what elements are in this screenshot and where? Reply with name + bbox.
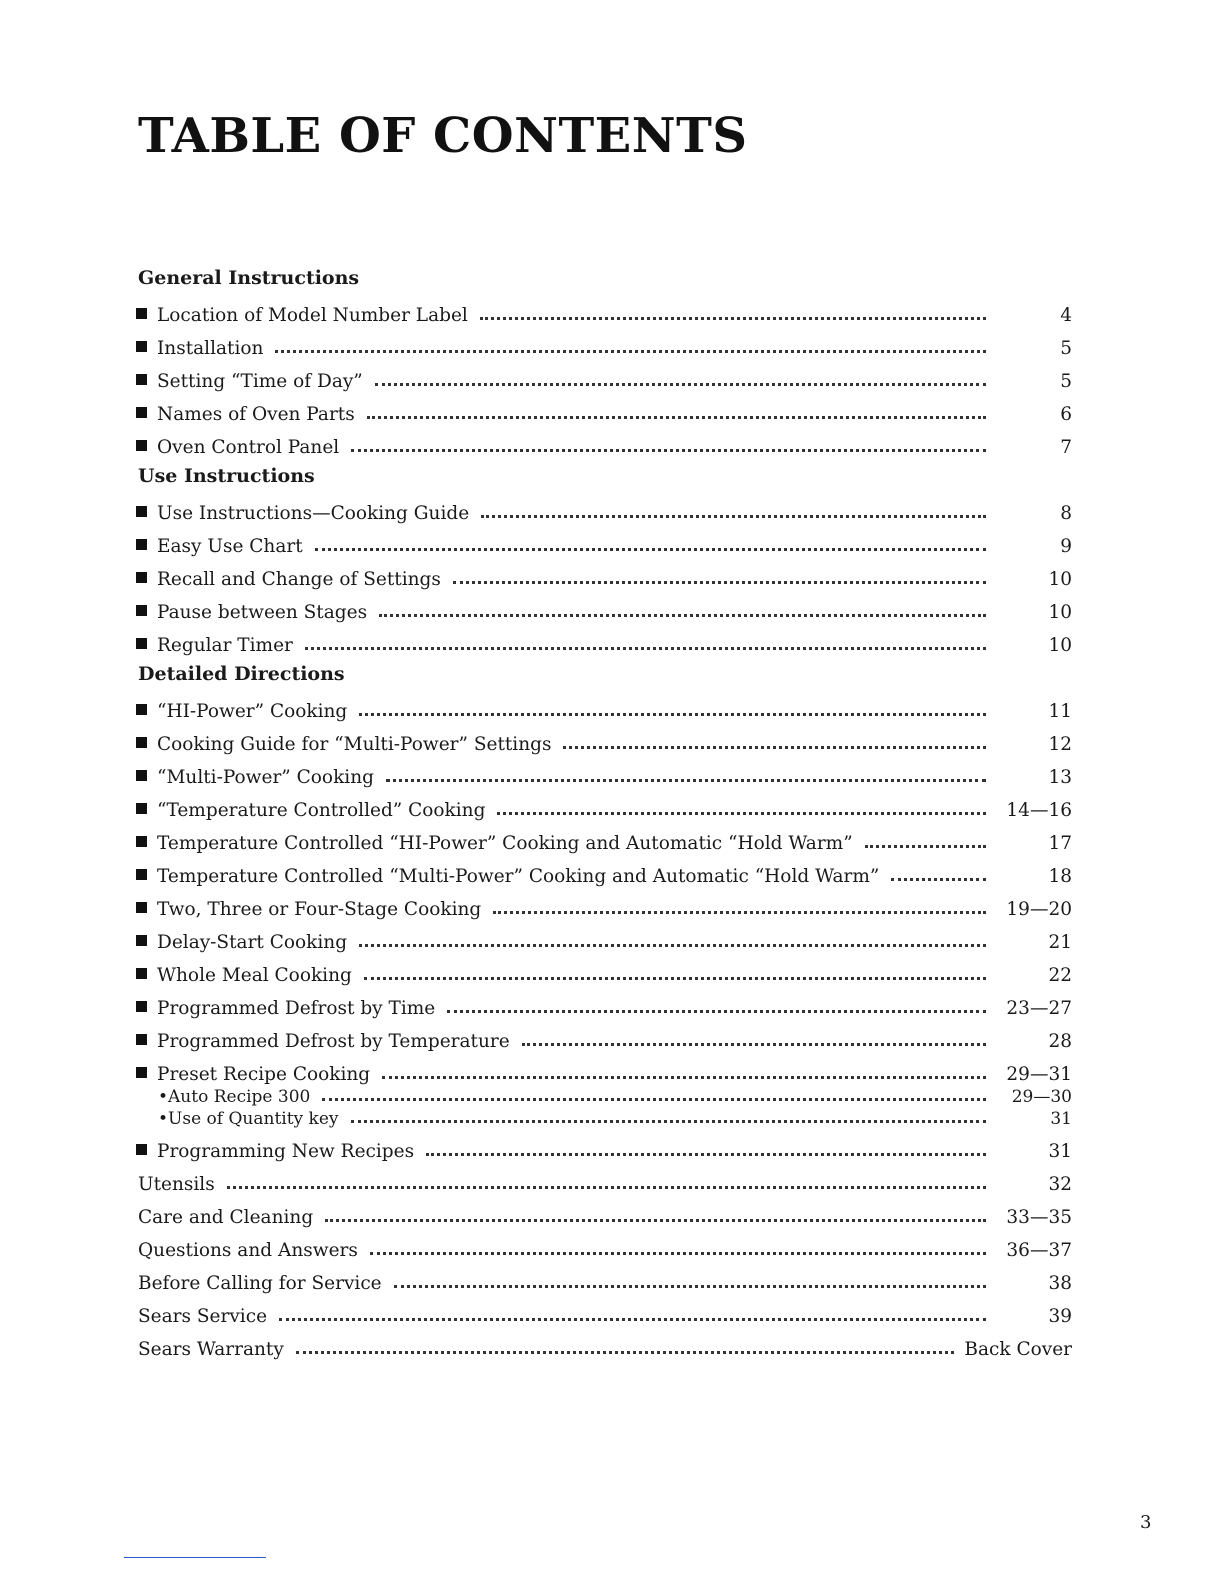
toc-entry-label: •Use of Quantity key	[158, 1109, 339, 1129]
toc-entry[interactable]	[132, 1021, 1072, 1054]
dot-leader	[227, 1186, 986, 1189]
section-heading-use-instructions: Use Instructions	[138, 465, 315, 487]
square-bullet-icon	[136, 1034, 147, 1045]
toc-subentry[interactable]	[132, 1109, 1072, 1131]
toc-entry-label: Temperature Controlled “HI-Power” Cooking and Automatic “Hold Warm”	[157, 833, 853, 854]
dot-leader	[279, 1318, 986, 1321]
toc-entry[interactable]	[132, 691, 1072, 724]
toc-entry-label: Easy Use Chart	[157, 536, 303, 557]
square-bullet-icon	[136, 737, 147, 748]
toc-entry-pages: 7	[1060, 437, 1072, 458]
toc-entry[interactable]	[132, 295, 1072, 328]
page-number: 3	[1140, 1512, 1152, 1533]
dot-leader	[315, 548, 986, 551]
toc-entry-label: Pause between Stages	[157, 602, 368, 623]
toc-entry[interactable]	[132, 1197, 1072, 1230]
toc-entry-pages: 39	[1048, 1306, 1072, 1327]
dot-leader	[359, 944, 986, 947]
square-bullet-icon	[136, 1144, 147, 1155]
toc-entry[interactable]	[132, 592, 1072, 625]
toc-entry-pages: 21	[1048, 932, 1072, 953]
toc-entry[interactable]	[132, 328, 1072, 361]
toc-entry-pages: 10	[1048, 635, 1072, 656]
square-bullet-icon	[136, 539, 147, 550]
square-bullet-icon	[136, 902, 147, 913]
square-bullet-icon	[136, 803, 147, 814]
toc-entry-label: Whole Meal Cooking	[157, 965, 352, 986]
toc-entry-label: Utensils	[138, 1174, 215, 1195]
square-bullet-icon	[136, 770, 147, 781]
toc-entry-label: Oven Control Panel	[157, 437, 340, 458]
toc-entry-pages: 13	[1048, 767, 1072, 788]
toc-entry-label: Installation	[157, 338, 264, 359]
toc-entry-pages: 31	[1050, 1109, 1072, 1129]
square-bullet-icon	[136, 572, 147, 583]
dot-leader	[563, 746, 986, 749]
toc-entry[interactable]	[132, 394, 1072, 427]
toc-entry-label: Location of Model Number Label	[157, 305, 468, 326]
toc-entry-pages: 22	[1048, 965, 1072, 986]
footer-rule	[124, 1557, 266, 1558]
toc-entry-label: Two, Three or Four-Stage Cooking	[157, 899, 482, 920]
toc-entry-label: Regular Timer	[157, 635, 293, 656]
toc-entry[interactable]	[132, 1164, 1072, 1197]
square-bullet-icon	[136, 374, 147, 385]
square-bullet-icon	[136, 836, 147, 847]
section-heading-detailed-directions: Detailed Directions	[138, 663, 345, 685]
square-bullet-icon	[136, 1001, 147, 1012]
toc-entry[interactable]	[132, 790, 1072, 823]
dot-leader	[481, 515, 986, 518]
toc-entry-pages: 14—16	[1006, 800, 1072, 821]
square-bullet-icon	[136, 704, 147, 715]
toc-entry-label: Use Instructions—Cooking Guide	[157, 503, 470, 524]
toc-entry-pages: 29—30	[1011, 1087, 1072, 1107]
toc-entry-pages: 4	[1060, 305, 1072, 326]
toc-entry-pages: 6	[1060, 404, 1072, 425]
toc-entry-label: •Auto Recipe 300	[158, 1087, 311, 1107]
toc-entry-label: “Multi-Power” Cooking	[157, 767, 374, 788]
square-bullet-icon	[136, 935, 147, 946]
toc-entry[interactable]	[132, 1263, 1072, 1296]
toc-entry-pages: 11	[1048, 701, 1072, 722]
toc-entry[interactable]	[132, 1329, 1072, 1362]
dot-leader	[375, 383, 986, 386]
square-bullet-icon	[136, 506, 147, 517]
toc-entry-label: Cooking Guide for “Multi-Power” Settings	[157, 734, 552, 755]
dot-leader	[522, 1043, 986, 1046]
toc-entry[interactable]	[132, 856, 1072, 889]
toc-entry-label: Setting “Time of Day”	[157, 371, 363, 392]
toc-entry[interactable]	[132, 724, 1072, 757]
toc-entry-pages: 5	[1060, 338, 1072, 359]
toc-entry[interactable]	[132, 493, 1072, 526]
dot-leader	[351, 1120, 986, 1123]
toc-entry-label: Programmed Defrost by Temperature	[157, 1031, 510, 1052]
dot-leader	[865, 845, 986, 848]
dot-leader	[296, 1351, 955, 1354]
square-bullet-icon	[136, 638, 147, 649]
square-bullet-icon	[136, 341, 147, 352]
dot-leader	[497, 812, 986, 815]
square-bullet-icon	[136, 605, 147, 616]
toc-entry[interactable]	[132, 988, 1072, 1021]
toc-entry[interactable]	[132, 1296, 1072, 1329]
toc-entry-pages: 32	[1048, 1174, 1072, 1195]
toc-entry-pages: 36—37	[1006, 1240, 1072, 1261]
toc-entry-pages: 23—27	[1006, 998, 1072, 1019]
dot-leader	[367, 416, 986, 419]
toc-entry-label: Programming New Recipes	[157, 1141, 415, 1162]
toc-entry[interactable]	[132, 1054, 1072, 1087]
toc-entry-label: Before Calling for Service	[138, 1273, 382, 1294]
toc-entry[interactable]	[132, 1230, 1072, 1263]
dot-leader	[394, 1285, 986, 1288]
toc-entry-pages: 28	[1048, 1031, 1072, 1052]
dot-leader	[493, 911, 986, 914]
dot-leader	[359, 713, 986, 716]
toc-entry-label: Temperature Controlled “Multi-Power” Cooking and Automatic “Hold Warm”	[157, 866, 880, 887]
dot-leader	[426, 1153, 986, 1156]
toc-entry-label: “Temperature Controlled” Cooking	[157, 800, 486, 821]
toc-entry-pages: 29—31	[1006, 1064, 1072, 1085]
dot-leader	[891, 878, 986, 881]
dot-leader	[382, 1076, 986, 1079]
dot-leader	[480, 317, 986, 320]
toc-entry-pages: 38	[1048, 1273, 1072, 1294]
toc-entry-pages: 33—35	[1006, 1207, 1072, 1228]
table-of-contents	[132, 262, 1072, 1362]
toc-entry[interactable]	[132, 526, 1072, 559]
toc-entry-label: Care and Cleaning	[138, 1207, 314, 1228]
toc-entry-label: Preset Recipe Cooking	[157, 1064, 371, 1085]
toc-entry-label: Programmed Defrost by Time	[157, 998, 436, 1019]
square-bullet-icon	[136, 1067, 147, 1078]
toc-entry-label: “HI-Power” Cooking	[157, 701, 348, 722]
page-title: TABLE OF CONTENTS	[138, 108, 748, 164]
dot-leader	[351, 449, 986, 452]
square-bullet-icon	[136, 869, 147, 880]
toc-entry-pages: 10	[1048, 569, 1072, 590]
toc-entry-label: Questions and Answers	[138, 1240, 358, 1261]
toc-entry[interactable]	[132, 1131, 1072, 1164]
toc-entry[interactable]	[132, 427, 1072, 460]
toc-subentry[interactable]	[132, 1087, 1072, 1109]
toc-entry-pages: Back Cover	[964, 1339, 1072, 1360]
toc-entry-pages: 31	[1048, 1141, 1072, 1162]
toc-entry-pages: 12	[1048, 734, 1072, 755]
section-heading-general-instructions: General Instructions	[138, 267, 360, 289]
square-bullet-icon	[136, 440, 147, 451]
toc-entry[interactable]	[132, 823, 1072, 856]
dot-leader	[447, 1010, 986, 1013]
toc-entry[interactable]	[132, 922, 1072, 955]
dot-leader	[386, 779, 986, 782]
dot-leader	[453, 581, 986, 584]
square-bullet-icon	[136, 308, 147, 319]
toc-entry[interactable]	[132, 757, 1072, 790]
toc-entry-label: Delay-Start Cooking	[157, 932, 348, 953]
toc-entry[interactable]	[132, 955, 1072, 988]
dot-leader	[370, 1252, 986, 1255]
toc-entry-pages: 8	[1060, 503, 1072, 524]
toc-entry-label: Sears Service	[138, 1306, 268, 1327]
toc-entry[interactable]	[132, 559, 1072, 592]
toc-entry-pages: 18	[1048, 866, 1072, 887]
dot-leader	[325, 1219, 986, 1222]
dot-leader	[379, 614, 986, 617]
toc-entry-pages: 19—20	[1006, 899, 1072, 920]
toc-entry-pages: 5	[1060, 371, 1072, 392]
toc-entry[interactable]	[132, 361, 1072, 394]
dot-leader	[322, 1098, 986, 1101]
toc-entry-label: Names of Oven Parts	[157, 404, 355, 425]
toc-entry-pages: 10	[1048, 602, 1072, 623]
toc-entry-label: Recall and Change of Settings	[157, 569, 441, 590]
square-bullet-icon	[136, 968, 147, 979]
toc-entry[interactable]	[132, 889, 1072, 922]
dot-leader	[364, 977, 986, 980]
dot-leader	[305, 647, 986, 650]
toc-entry-pages: 9	[1060, 536, 1072, 557]
dot-leader	[275, 350, 986, 353]
square-bullet-icon	[136, 407, 147, 418]
toc-entry-label: Sears Warranty	[138, 1339, 284, 1360]
toc-entry-pages: 17	[1048, 833, 1072, 854]
toc-entry[interactable]	[132, 625, 1072, 658]
